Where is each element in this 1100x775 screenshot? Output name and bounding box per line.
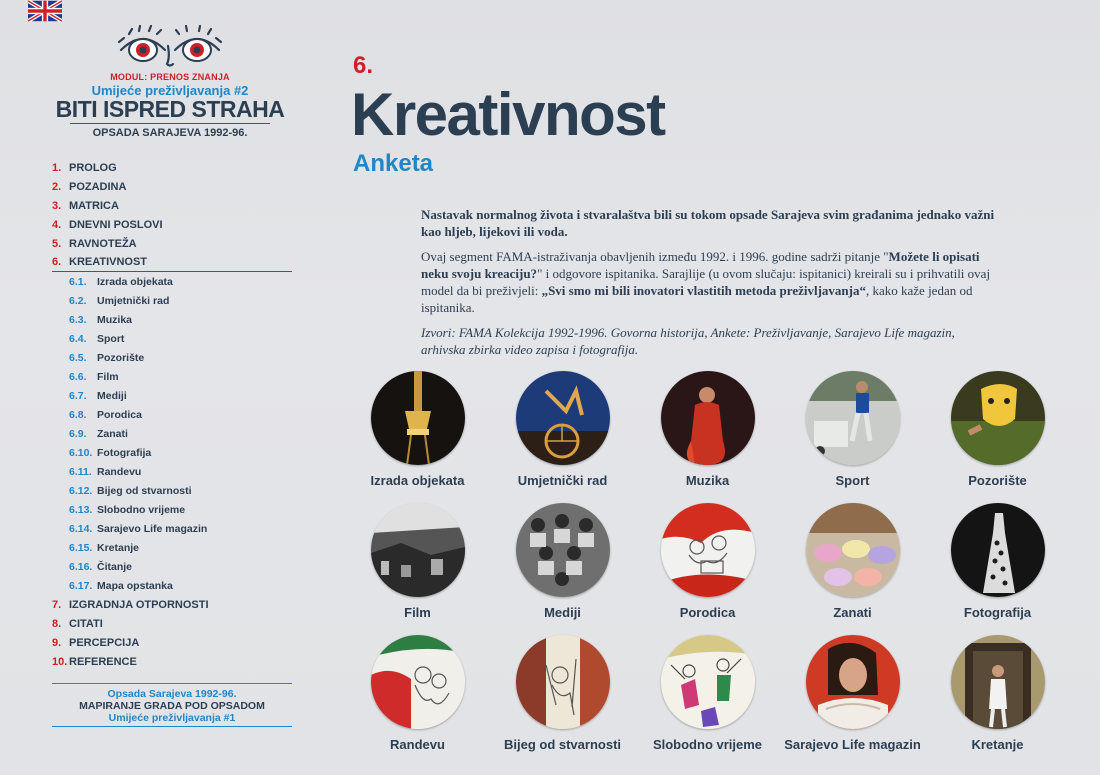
nav-item-dnevni-poslovi[interactable] — [52, 215, 292, 234]
eyes-logo-icon — [115, 22, 225, 70]
nav-label: PERCEPCIJA — [69, 636, 140, 649]
subnav-number: 6.12. — [69, 484, 93, 497]
sidebar-nav — [52, 158, 292, 671]
singer-photo — [661, 371, 755, 465]
subnav-number: 6.14. — [69, 522, 93, 535]
subnav-item[interactable] — [52, 443, 292, 462]
city-photo — [371, 503, 465, 597]
intro-text — [421, 206, 1001, 366]
subnav-label: Pozorište — [97, 351, 145, 364]
nav-item-ravnoteza[interactable] — [52, 234, 292, 253]
mask-photo — [951, 371, 1045, 465]
gallery-label: Film — [404, 605, 431, 620]
gallery-row — [345, 503, 1070, 635]
couple-illustration — [371, 635, 465, 729]
escape-illustration — [516, 635, 610, 729]
nav-label: POZADINA — [69, 180, 127, 193]
gallery-label: Mediji — [544, 605, 581, 620]
subnav-item[interactable] — [52, 500, 292, 519]
nav-number: 8. — [52, 617, 62, 630]
subnav-item[interactable] — [52, 405, 292, 424]
nav-item-citati[interactable] — [52, 614, 292, 633]
family-illustration — [661, 503, 755, 597]
subnav-number: 6.13. — [69, 503, 93, 516]
subnav-number: 6.8. — [69, 408, 87, 421]
nav-item-matrica[interactable] — [52, 196, 292, 215]
subnav-item[interactable] — [52, 386, 292, 405]
gallery-label: Sport — [835, 473, 870, 488]
nav-number: 3. — [52, 199, 62, 212]
nav-label: IZGRADNJA OTPORNOSTI — [69, 598, 209, 611]
subnav-item[interactable] — [52, 519, 292, 538]
subnav-label: Randevu — [97, 465, 142, 478]
subnav-number: 6.11. — [69, 465, 92, 478]
walker-photo — [951, 635, 1045, 729]
subnav-label: Muzika — [97, 313, 133, 326]
nav-item-izgradnja-otpornosti[interactable] — [52, 595, 292, 614]
gallery-label: Zanati — [833, 605, 872, 620]
gallery-tile-sport[interactable] — [780, 371, 925, 503]
nav-label: KREATIVNOST — [69, 256, 148, 268]
subnav-number: 6.16. — [69, 560, 93, 573]
dress-photo — [951, 503, 1045, 597]
subnav-number: 6.5. — [69, 351, 87, 364]
gallery-label: Pozorište — [968, 473, 1027, 488]
subnav-item[interactable] — [52, 424, 292, 443]
subnav-item[interactable] — [52, 576, 292, 595]
intro-text-part: " i odgovore ispitanika. Sarajlije (u ovom slučaju: ispitanici) kreirali su i prihvatili ovaj model da bi preživjeli: — [421, 266, 991, 298]
gallery-label: Randevu — [390, 737, 445, 752]
subnav-label: Mediji — [97, 389, 127, 402]
intro-sources: Izvori: FAMA Kolekcija 1992-1996. Govorna historija, Ankete: Preživljavanje, Sarajevo Life magazin, arhivska zbirka video zapisa i fotografija. — [421, 325, 955, 357]
subnav-number: 6.17. — [69, 579, 93, 592]
intro-lead: Nastavak normalnog života i stvaralaštva bili su tokom opsade Sarajeva svim građanima jednako važni kao hljeb, lijekovi ili voda. — [421, 207, 995, 239]
gallery-label: Slobodno vrijeme — [652, 737, 763, 752]
subnav-item[interactable] — [52, 481, 292, 500]
subnav-number: 6.6. — [69, 370, 87, 383]
gallery-tile-sarajevo-life-magazin[interactable] — [780, 635, 925, 767]
nav-item-percepcija[interactable] — [52, 633, 292, 652]
intro-question: Možete li opisati neku svoju kreaciju? — [421, 249, 980, 281]
nav-label: PROLOG — [69, 161, 117, 174]
subnav-label: Čitanje — [97, 560, 133, 573]
subnav-label: Film — [97, 370, 119, 383]
module-link-box[interactable] — [52, 683, 292, 727]
subnav-number: 6.9. — [69, 427, 87, 440]
nav-item-kreativnost[interactable] — [52, 253, 292, 272]
nav-label: DNEVNI POSLOVI — [69, 218, 163, 231]
gallery-tile-pozoriste[interactable] — [925, 371, 1070, 503]
intro-paragraph — [421, 248, 1001, 316]
page-title: Kreativnost — [351, 81, 665, 148]
gallery-label: Muzika — [685, 473, 730, 488]
nav-number: 1. — [52, 161, 62, 174]
subnav-label: Mapa opstanka — [97, 579, 173, 592]
subnav-label: Kretanje — [97, 541, 140, 554]
subnav-number: 6.15. — [69, 541, 93, 554]
nav-label: REFERENCE — [69, 655, 137, 668]
subnav-item[interactable] — [52, 329, 292, 348]
gallery-tile-umjetnicki-rad[interactable] — [490, 371, 635, 503]
gallery-label: Umjetnički rad — [517, 473, 608, 488]
subnav-label: Sport — [97, 332, 125, 345]
subnav-label: Slobodno vrijeme — [97, 503, 186, 516]
gallery-label: Kretanje — [971, 737, 1024, 752]
module-link-line2: MAPIRANJE GRADA POD OPSADOM — [79, 700, 265, 712]
gallery-tile-randevu[interactable] — [345, 635, 490, 767]
nav-label: CITATI — [69, 617, 103, 630]
subnav-item[interactable] — [52, 310, 292, 329]
topic-gallery — [345, 371, 1070, 767]
nav-item-reference[interactable] — [52, 652, 292, 671]
module-link-line3: Umijeće preživljavanja #1 — [108, 712, 236, 724]
gallery-tile-muzika[interactable] — [635, 371, 780, 503]
gallery-label: Sarajevo Life magazin — [784, 737, 921, 752]
subnav-label: Zanati — [97, 427, 128, 440]
subnav-number: 6.2. — [69, 294, 87, 307]
site-logo[interactable] — [40, 22, 300, 139]
section-number: 6. — [353, 52, 374, 79]
lamp-photo — [371, 371, 465, 465]
gallery-tile-fotografija[interactable] — [925, 503, 1070, 635]
subnav-item[interactable] — [52, 557, 292, 576]
gallery-tile-slobodno-vrijeme[interactable] — [635, 635, 780, 767]
nav-number: 9. — [52, 636, 62, 649]
gallery-tile-film[interactable] — [345, 503, 490, 635]
magazine-photo — [806, 635, 900, 729]
gallery-row — [345, 635, 1070, 767]
nav-number: 6. — [52, 256, 62, 268]
nav-number: 10. — [52, 655, 68, 668]
logo-divider — [70, 123, 270, 124]
intro-text-part: Ovaj segment FAMA-istraživanja obavljenih između 1992. i 1996. godine sadrži pitanje " — [421, 249, 889, 264]
intro-text-part: , kako kaže jedan od ispitanika. — [421, 283, 973, 315]
dancers-illustration — [661, 635, 755, 729]
intro-quote: „Svi smo mi bili inovatori vlastitih metoda preživljavanja“ — [541, 283, 866, 298]
nav-number: 2. — [52, 180, 62, 193]
runner-photo — [806, 371, 900, 465]
subnav-item[interactable] — [52, 272, 292, 291]
subnav-label: Porodica — [97, 408, 142, 421]
subnav-label: Umjetnički rad — [97, 294, 170, 307]
gallery-tile-kretanje[interactable] — [925, 635, 1070, 767]
nav-item-prolog[interactable] — [52, 158, 292, 177]
subnav-number: 6.1. — [69, 275, 87, 288]
logo-title: BITI ISPRED STRAHA — [55, 96, 285, 122]
nav-number: 4. — [52, 218, 62, 231]
nav-item-pozadina[interactable] — [52, 177, 292, 196]
nav-label: MATRICA — [69, 199, 119, 212]
gallery-label: Bijeg od stvarnosti — [503, 737, 622, 752]
subnav-label: Fotografija — [97, 446, 152, 459]
gallery-label: Izrada objekata — [370, 473, 465, 488]
subnav-label: Izrada objekata — [97, 275, 173, 288]
gallery-tile-porodica[interactable] — [635, 503, 780, 635]
subnav-item[interactable] — [52, 291, 292, 310]
gallery-label: Porodica — [679, 605, 736, 620]
gallery-row — [345, 371, 1070, 503]
subnav-item[interactable] — [52, 462, 292, 481]
group-photo — [516, 503, 610, 597]
slippers-photo — [806, 503, 900, 597]
subnav-number: 6.4. — [69, 332, 87, 345]
logo-module: MODUL: PRENOS ZNANJA — [110, 72, 230, 82]
subnav-number: 6.7. — [69, 389, 87, 402]
subnav-number: 6.10. — [69, 446, 93, 459]
logo-series: Umijeće preživljavanja #2 — [91, 83, 249, 98]
module-link-line1: Opsada Sarajeva 1992-96. — [107, 688, 237, 700]
sculpture-photo — [516, 371, 610, 465]
subnav-item[interactable] — [52, 348, 292, 367]
nav-label: RAVNOTEŽA — [69, 237, 137, 250]
gallery-tile-izrada-objekata[interactable] — [345, 371, 490, 503]
gallery-tile-mediji[interactable] — [490, 503, 635, 635]
subnav-number: 6.3. — [69, 313, 87, 326]
gallery-tile-zanati[interactable] — [780, 503, 925, 635]
nav-number: 7. — [52, 598, 62, 611]
page-subtitle: Anketa — [353, 150, 434, 177]
nav-number: 5. — [52, 237, 62, 250]
uk-flag-icon[interactable] — [28, 0, 62, 22]
subnav-label: Sarajevo Life magazin — [97, 522, 208, 535]
subnav-item[interactable] — [52, 538, 292, 557]
subnav-item[interactable] — [52, 367, 292, 386]
gallery-label: Fotografija — [963, 605, 1032, 620]
subnav-label: Bijeg od stvarnosti — [97, 484, 192, 497]
gallery-tile-bijeg-od-stvarnosti[interactable] — [490, 635, 635, 767]
logo-subtitle: OPSADA SARAJEVA 1992-96. — [92, 127, 248, 139]
